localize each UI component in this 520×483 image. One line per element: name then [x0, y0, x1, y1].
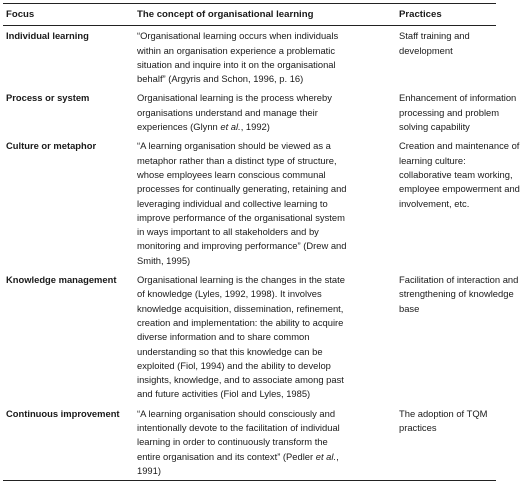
- concept-line: situation and inquire into it on the organisational: [137, 58, 336, 70]
- header-practices: Practices: [396, 4, 496, 26]
- practices-line: solving capability: [399, 121, 470, 133]
- concept-line: knowledge acquisition, dissemination, refinement,: [137, 302, 344, 314]
- focus-cell: Continuous improvement: [3, 404, 134, 481]
- practices-cell: [396, 26, 496, 89]
- practices-line: Facilitation of interaction and: [399, 274, 519, 286]
- concept-line: exploited (Fiol, 1994) and the ability to develop: [137, 359, 331, 371]
- concept-line: “A learning organisation should consciously and: [137, 407, 336, 419]
- practices-cell: [396, 404, 496, 481]
- concept-line: leveraging individual and collective learning to: [137, 197, 328, 209]
- practices-line: practices: [399, 422, 437, 434]
- concept-cell: [134, 88, 396, 136]
- practices-cell: [396, 88, 517, 136]
- concept-line: “A learning organisation should be viewed as a: [137, 140, 331, 152]
- table-row: [3, 88, 496, 136]
- concept-line: creation and implementation: the ability to acquire: [137, 316, 344, 328]
- concept-line: organisations understand and manage their: [137, 106, 318, 118]
- organisational-learning-table: [3, 3, 520, 481]
- practices-cell: [396, 136, 520, 270]
- concept-line: monitoring and improving performance” (Drew and: [137, 240, 347, 252]
- concept-line: Organisational learning is the process whereby: [137, 92, 332, 104]
- practices-line: Enhancement of information: [399, 92, 517, 104]
- focus-cell: Individual learning: [6, 30, 89, 42]
- practices-line: The adoption of TQM: [399, 407, 488, 419]
- practices-line: processing and problem: [399, 106, 500, 118]
- practices-line: Creation and maintenance of: [399, 140, 520, 152]
- concept-line: processes for continually generating, retaining and: [137, 183, 347, 195]
- concept-line: intentionally devote to the facilitation of individual: [137, 422, 340, 434]
- practices-line: learning culture:: [399, 154, 466, 166]
- table-body: [3, 26, 520, 481]
- concept-line: within an organisation experience a problematic: [137, 44, 336, 56]
- practices-line: involvement, etc.: [399, 197, 470, 209]
- table-row: [3, 270, 496, 404]
- concept-line: learning in order to continuously transform the: [137, 436, 328, 448]
- focus-cell: Knowledge management: [6, 274, 117, 286]
- table-row: [3, 404, 496, 481]
- focus-cell: Culture or metaphor: [6, 140, 97, 152]
- practices-line: base: [399, 302, 420, 314]
- concept-line: of knowledge (Lyles, 1992, 1998). It involves: [137, 288, 322, 300]
- concept-line: whose employees learn conscious communal: [137, 168, 326, 180]
- practices-line: development: [399, 44, 453, 56]
- concept-line: behalf” (Argyris and Schon, 1996, p. 16): [137, 73, 304, 85]
- table-row: [3, 136, 496, 270]
- table-row: [3, 26, 496, 89]
- concept-line: 1991): [137, 464, 161, 476]
- concept-cell: [134, 136, 396, 270]
- focus-cell: Process or system: [6, 92, 90, 104]
- practices-line: employee empowerment and: [399, 183, 520, 195]
- concept-line: metaphor rather than a distinct type of structure,: [137, 154, 337, 166]
- practices-line: Staff training and: [399, 30, 470, 42]
- concept-cell: [134, 270, 396, 404]
- concept-line: understanding so that this knowledge can be: [137, 345, 323, 357]
- concept-line: diverse information and to share common: [137, 331, 310, 343]
- concept-line: entire organisation and its context” (Pedler et al.,: [137, 450, 339, 462]
- concept-line: in ways important to all stakeholders and by: [137, 226, 319, 238]
- concept-line: Organisational learning is the changes in the state: [137, 274, 345, 286]
- concept-cell: [134, 404, 396, 481]
- header-focus: Focus: [3, 4, 134, 26]
- practices-line: collaborative team working,: [399, 168, 513, 180]
- concept-cell: [134, 26, 396, 89]
- practices-line: strengthening of knowledge: [399, 288, 514, 300]
- practices-cell: [396, 270, 519, 404]
- table-header: [3, 4, 496, 26]
- concept-line: experiences (Glynn et al., 1992): [137, 121, 270, 133]
- concept-line: “Organisational learning occurs when individuals: [137, 30, 339, 42]
- concept-line: insights, knowledge, and to associate among past: [137, 374, 344, 386]
- header-concept: The concept of organisational learning: [134, 4, 396, 26]
- concept-line: and future activities (Fiol and Lyles, 1985): [137, 388, 311, 400]
- concept-line: improve performance of the organisational system: [137, 211, 345, 223]
- header-row: [3, 4, 496, 26]
- concept-line: Smith, 1995): [137, 254, 191, 266]
